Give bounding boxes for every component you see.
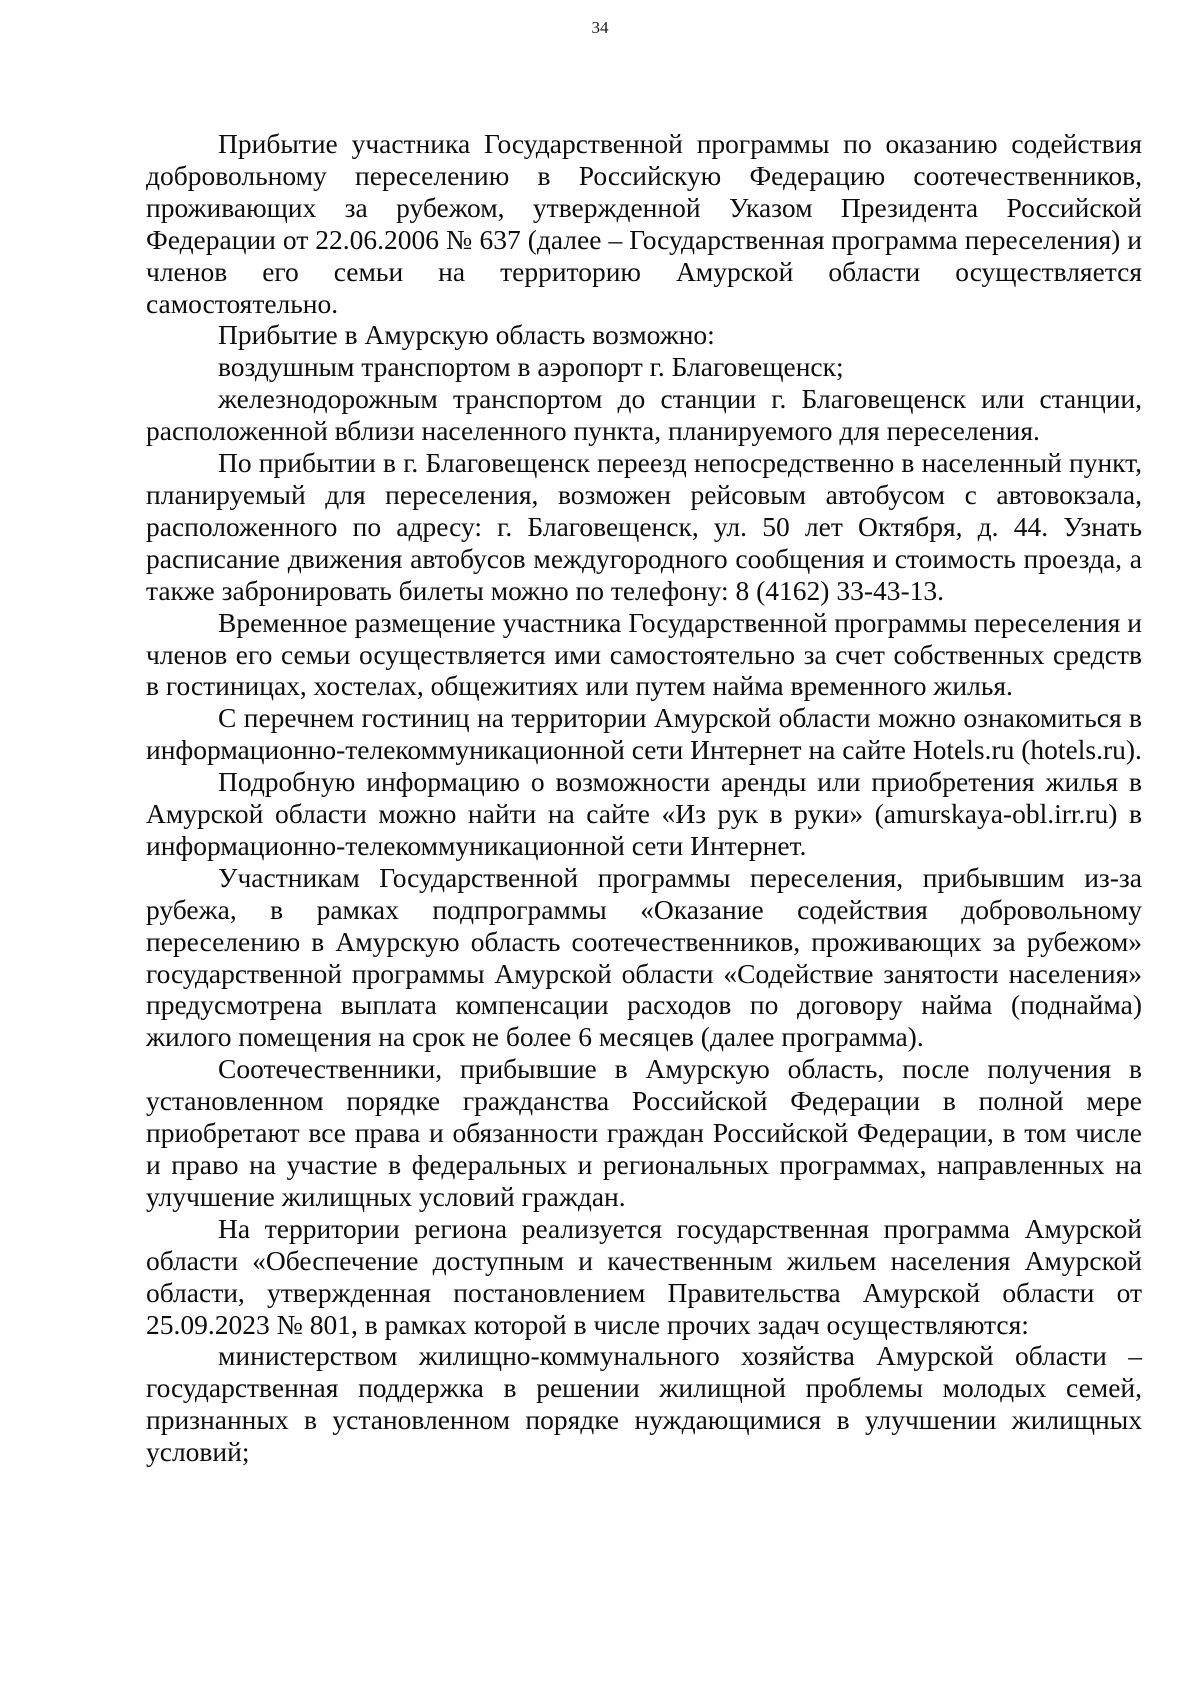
paragraph: воздушным транспортом в аэропорт г. Благовещенск; <box>218 351 844 383</box>
paragraph: Прибытие участника Государственной программы по оказанию содействия добровольному переселению в Российскую Федерацию соотечественников, проживающих за рубежом, утвержденной Указом Президента Российской Федерации от 22.06.2006 № 637 (далее – Государственная программа переселения) и членов его семьи на территорию Амурской области осуществляется самостоятельно. <box>146 128 1142 319</box>
paragraph: железнодорожным транспортом до станции г. Благовещенск или станции, расположенной вблизи населенного пункта, планируемого для переселения. <box>146 383 1142 447</box>
paragraph: министерством жилищно-коммунального хозяйства Амурской области – государственная поддержка в решении жилищной проблемы молодых семей, признанных в установленном порядке нуждающимися в улучшении жилищных условий; <box>146 1340 1142 1468</box>
paragraph: Участникам Государственной программы переселения, прибывшим из-за рубежа, в рамках подпрограммы «Оказание содействия добровольному переселению в Амурскую область соотечественников, проживающих за рубежом» государственной программы Амурской области «Содействие занятости населения» предусмотрена выплата компенсации расходов по договору найма (поднайма) жилого помещения на срок не более 6 месяцев (далее программа). <box>146 861 1142 1053</box>
paragraph: Прибытие в Амурскую область возможно: <box>218 319 715 351</box>
paragraph: На территории региона реализуется государственная программа Амурской области «Обеспечение доступным и качественным жильем населения Амурской области, утвержденная постановлением Правительства Амурской области от 25.09.2023 № 801, в рамках которой в числе прочих задач осуществляются: <box>146 1212 1142 1340</box>
paragraph: Временное размещение участника Государственной программы переселения и членов его семьи осуществляется ими самостоятельно за счет собственных средств в гостиницах, хостелах, общежитиях или путем найма временного жилья. <box>146 606 1142 702</box>
page-number: 34 <box>591 18 609 37</box>
paragraph: С перечнем гостиниц на территории Амурской области можно ознакомиться в информационно-телекоммуникационной сети Интернет на сайте Hotels.ru (hotels.ru). <box>146 702 1142 766</box>
paragraph: Подробную информацию о возможности аренды или приобретения жилья в Амурской области можно найти на сайте «Из рук в руки» (amurskaya-obl.irr.ru) в информационно-телекоммуникационной сети Интернет. <box>146 766 1142 861</box>
paragraph: По прибытии в г. Благовещенск переезд непосредственно в населенный пункт, планируемый для переселения, возможен рейсовым автобусом с автовокзала, расположенного по адресу: г. Благовещенск, ул. 50 лет Октября, д. 44. Узнать расписание движения автобусов междугородного сообщения и стоимость проезда, а также забронировать билеты можно по телефону: 8 (4162) 33-43-13. <box>146 447 1142 606</box>
paragraph: Соотечественники, прибывшие в Амурскую область, после получения в установленном порядке гражданства Российской Федерации в полной мере приобретают все права и обязанности граждан Российской Федерации, в том числе и право на участие в федеральных и региональных программах, направленных на улучшение жилищных условий граждан. <box>146 1053 1142 1212</box>
